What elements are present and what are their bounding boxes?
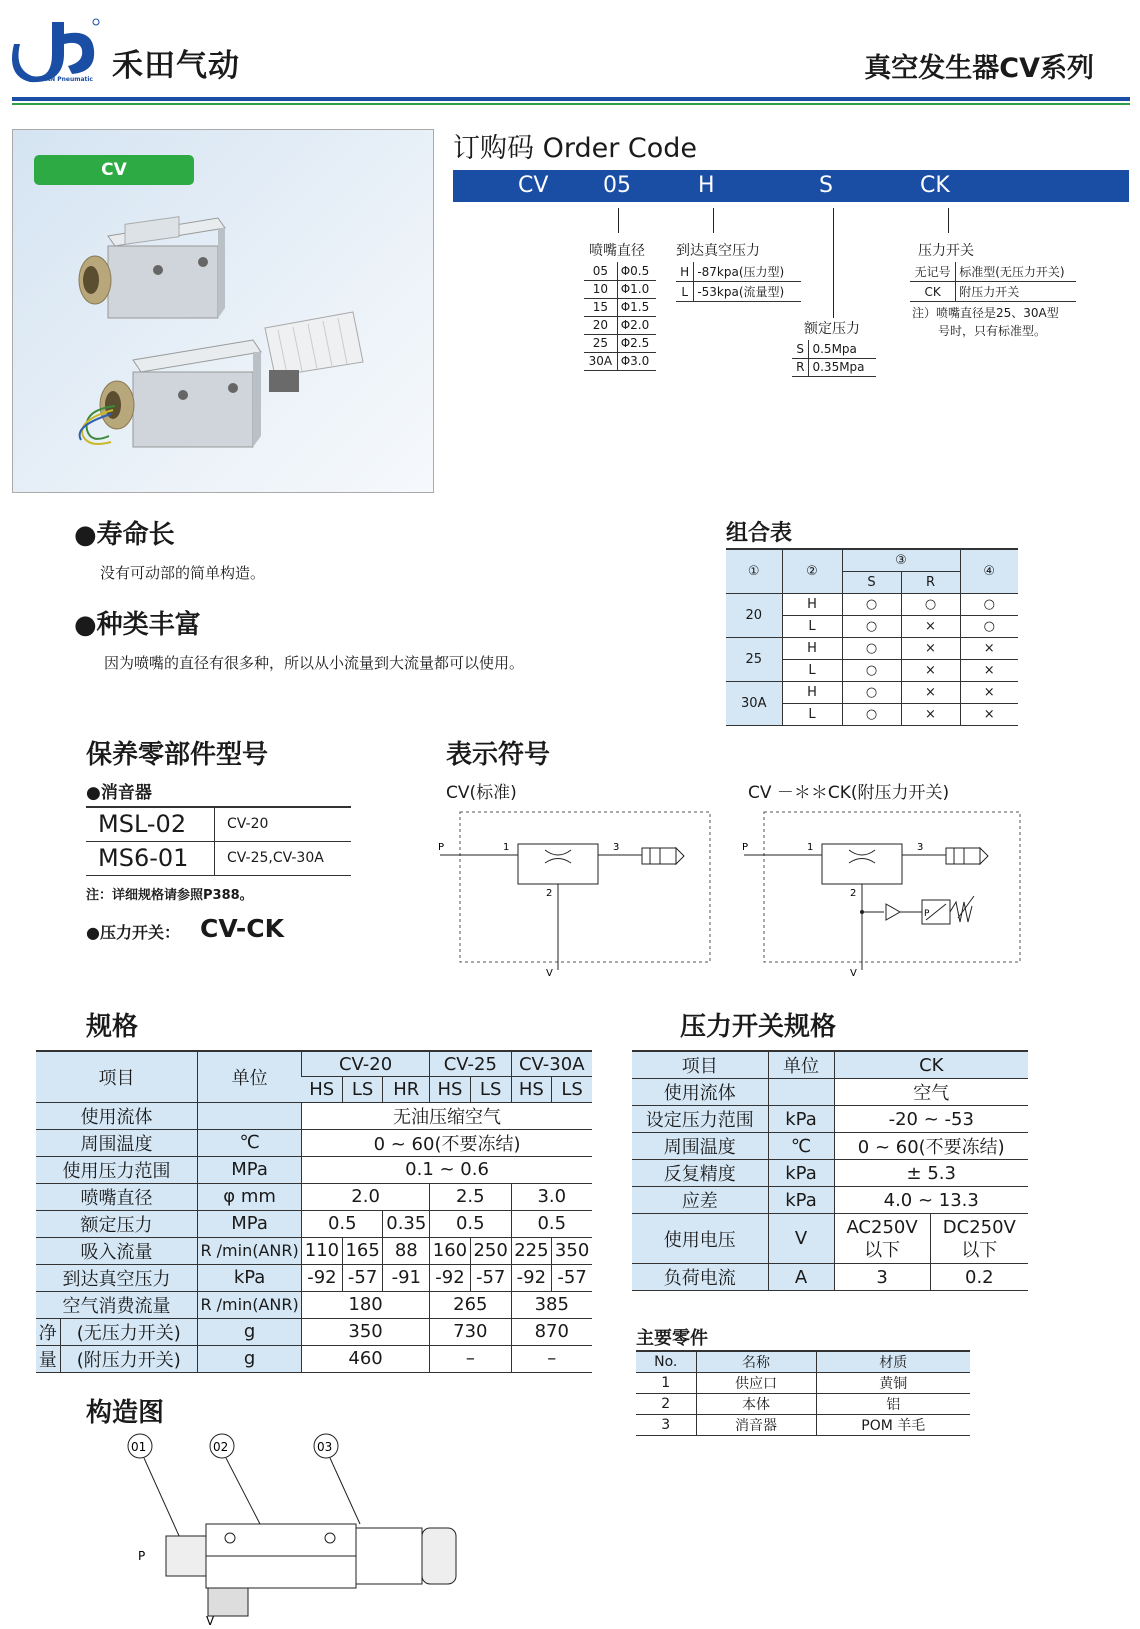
symbol-title: 表示符号 bbox=[446, 740, 551, 770]
leader-nozzle bbox=[618, 208, 619, 233]
svg-text:P: P bbox=[924, 909, 930, 919]
symbol-ck-label: CV －＊＊CK(附压力开关) bbox=[748, 783, 950, 803]
series-title: 真空发生器CV系列 bbox=[864, 53, 1094, 84]
header-rule-blue bbox=[12, 97, 1130, 101]
switch-table: 无记号 标准型(无压力开关) CK 附压力开关 bbox=[910, 262, 1076, 302]
parts-table: No. 名称 材质 1 供应口 黄铜 2 本体 铝 3 消音器 POM 羊毛 bbox=[636, 1350, 970, 1436]
switch-title: 压力开关 bbox=[918, 243, 974, 259]
svg-text:03: 03 bbox=[317, 1440, 333, 1454]
feature-2-desc: 因为喷嘴的直径有很多种，所以从小流量到大流量都可以使用。 bbox=[104, 654, 525, 672]
code-cv: CV bbox=[518, 173, 549, 198]
vacuum-table: H -87kpa(压力型) L -53kpa(流量型) bbox=[676, 262, 801, 302]
switch-note-2: 号时，只有标准型。 bbox=[938, 324, 1047, 338]
combo-title: 组合表 bbox=[726, 521, 793, 546]
code-nozzle: 05 bbox=[603, 173, 631, 198]
nozzle-table: 05 Φ0.5 10 Φ1.0 15 Φ1.5 20 Φ2.0 25 Φ2.5 30A Φ3.0 bbox=[584, 262, 656, 371]
spec-table: 项目 单位 CV-20 CV-25 CV-30A HS LS HR HS LS HS LS 使用流体 无油压缩空气 周围温度 ℃ 0 ~ 60(不要冻结) 使用压力范围 MPa 0.1 ~ 0.6 喷嘴直径 φ mm 2.0 2.5 3.0 额定压力 MPa 0.5 0.35 0.5 0.5 吸入流量 R /min(ANR) 110 165 88 160 250 225 350 到达真空压力 kPa -92 -57 -91 -92 -57 -92 -57 空气消费流量 R /min(ANR) 180 265 385 净 (无压力开关) g 350 730 870 量 (附压力开关) g 460 – – bbox=[36, 1050, 592, 1373]
nozzle-title: 喷嘴直径 bbox=[589, 243, 645, 259]
svg-text:02: 02 bbox=[213, 1440, 229, 1454]
leader-switch bbox=[948, 208, 949, 233]
svg-text:01: 01 bbox=[131, 1440, 147, 1454]
pswitch-title: 压力开关规格 bbox=[680, 1012, 837, 1042]
code-switch: CK bbox=[920, 173, 950, 198]
pressure-switch-label: ●压力开关： bbox=[86, 923, 180, 942]
silencer-label: ●消音器 bbox=[86, 783, 152, 803]
svg-text:3: 3 bbox=[613, 842, 620, 853]
structure-drawing bbox=[120, 1430, 460, 1628]
leader-vacuum bbox=[713, 208, 714, 233]
svg-text:1: 1 bbox=[503, 842, 510, 853]
rated-table: S 0.5Mpa R 0.35Mpa bbox=[792, 340, 876, 377]
pswitch-table: 项目 单位 CK 使用流体 空气 设定压力范围 kPa -20 ~ -53 周围温度 ℃ 0 ~ 60(不要冻结) 反复精度 kPa ± 5.3 应差 kPa 4.0 ~ 13.3 使用电压 V AC250V 以下 DC250V 以下 负荷电流 A 3 0.2 bbox=[632, 1050, 1028, 1291]
order-code-bar bbox=[453, 170, 1129, 202]
vacuum-title: 到达真空压力 bbox=[676, 243, 760, 259]
svg-text:1: 1 bbox=[807, 842, 814, 853]
switch-note-1: 注）喷嘴直径是25、30A型 bbox=[912, 306, 1059, 320]
parts-title: 主要零件 bbox=[636, 1328, 708, 1349]
svg-text:P: P bbox=[138, 1549, 146, 1563]
svg-text:P: P bbox=[742, 842, 749, 853]
leader-rated bbox=[833, 208, 834, 318]
logo-text: HETIAN Pneumatic bbox=[30, 76, 93, 83]
company-logo bbox=[12, 14, 102, 84]
maintenance-title: 保养零部件型号 bbox=[86, 740, 269, 770]
model-badge: CV bbox=[34, 155, 194, 185]
svg-text:2: 2 bbox=[850, 888, 857, 899]
silencer-table: MSL-02 CV-20 MS6-01 CV-25,CV-30A bbox=[86, 806, 351, 876]
svg-text:V: V bbox=[546, 968, 553, 979]
rated-title: 额定压力 bbox=[804, 321, 860, 337]
svg-text:V: V bbox=[206, 1614, 215, 1628]
structure-title: 构造图 bbox=[86, 1398, 165, 1428]
symbol-std-diagram bbox=[440, 810, 720, 980]
symbol-std-label: CV(标准) bbox=[446, 783, 517, 803]
code-vacuum: H bbox=[698, 173, 715, 198]
combo-table: ① ② ③ ④ S R 20 H ○ ○ ○ L ○ × ○ 25 H ○ × × L ○ × × 30A H ○ × × L ○ × × bbox=[726, 548, 1018, 726]
feature-1-title: ●寿命长 bbox=[74, 520, 175, 550]
header-rule-green bbox=[12, 103, 1130, 105]
maintenance-note: 注：详细规格请参照P388。 bbox=[86, 888, 253, 903]
pressure-switch-value: CV-CK bbox=[200, 914, 284, 943]
brand-name: 禾田气动 bbox=[112, 48, 240, 84]
order-code-title: 订购码 Order Code bbox=[453, 133, 698, 164]
svg-text:3: 3 bbox=[917, 842, 924, 853]
code-rated: S bbox=[819, 173, 833, 198]
svg-text:V: V bbox=[850, 968, 857, 979]
symbol-ck-diagram bbox=[744, 810, 1034, 980]
feature-2-title: ●种类丰富 bbox=[74, 610, 201, 640]
svg-text:P: P bbox=[438, 842, 445, 853]
svg-text:2: 2 bbox=[546, 888, 553, 899]
spec-title: 规格 bbox=[86, 1012, 139, 1042]
feature-1-desc: 没有可动部的简单构造。 bbox=[100, 564, 266, 582]
